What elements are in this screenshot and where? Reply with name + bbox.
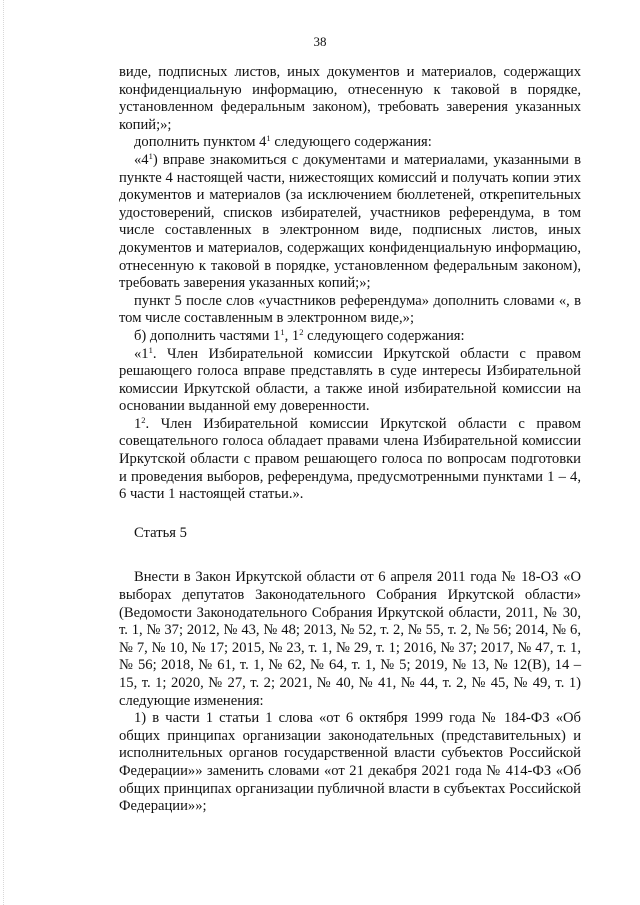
paragraph-part-1-2: $1^2$. Член Избирательной комиссии Иркутской области с правом совещательного голоса обладает правами члена Избирательной комиссии Иркутской области с правом решающего голоса по вопросам подготовки и проведения выборов, референдума, предусмотренными пунктами 1 – 4, 6 части 1 настоящей статьи.».: [119, 414, 581, 503]
page-number: 38: [313, 34, 327, 49]
paragraph-item-4-1: «$4^1$) вправе знакомиться с документами и материалами, указанными в пункте 4 настоящей части, нижестоящих комиссий и получать копии этих документов и материалов (за исключением бюллетеней, открепительных удостоверений, списков избирателей, участников референдума, в том числе составленных в электронном виде, подписных листов, иных документов и материалов, содержащих конфиденциальную информацию, отнесенную к таковой в порядке, установленном федеральным законом), требовать заверения указанных копий;»;: [119, 150, 581, 292]
paragraph-add-parts: б) дополнить частями $1^1$, $1^2$ следующего содержания:: [134, 326, 465, 344]
paragraph-add-item: дополнить пунктом $4^1$ следующего содержания:: [134, 133, 432, 151]
article-heading: Статья 5: [134, 524, 187, 541]
document-body: [119, 64, 581, 816]
paragraph-change-1: 1) в части 1 статьи 1 слова «от 6 октября 1999 года № 184-ФЗ «Об общих принципах организации законодательных (представительных) и исполнительных органов государственной власти субъектов Российской Федерации»» заменить словами «от 21 декабря 2021 года № 414-ФЗ «Об общих принципах организации публичной власти в субъектах Российской Федерации»»;: [119, 710, 581, 815]
paragraph-amend-law: Внести в Закон Иркутской области от 6 апреля 2011 года № 18-ОЗ «О выборах депутатов Законодательного Собрания Иркутской области» (Ведомости Законодательного Собрания Иркутской области, 2011, № 30, т. 1, № 37; 2012, № 43, № 48; 2013, № 52, т. 2, № 55, т. 2, № 56; 2014, № 6, № 7, № 10, № 17; 2015, № 23, т. 1, № 29, т. 1; 2016, № 37; 2017, № 47, т. 1, № 56; 2018, № 61, т. 1, № 62, № 64, т. 1, № 5; 2019, № 13, № 12(В), 14 – 15, т. 1; 2020, № 27, т. 2; 2021, № 40, № 41, № 44, т. 2, № 45, № 49, т. 1) следующие изменения:: [119, 569, 581, 709]
paragraph-continuation: виде, подписных листов, иных документов и материалов, содержащих конфиденциальную информацию, отнесенную к таковой в порядке, установленном федеральным законом), требовать заверения указанных копий;»;: [119, 64, 581, 133]
paragraph-item-5: пункт 5 после слов «участников референдума» дополнить словами «, в том числе составленным в электронном виде,»;: [119, 292, 581, 327]
paragraph-part-1-1: «$1^1$. Член Избирательной комиссии Иркутской области с правом решающего голоса вправе представлять в суде интересы Избирательной комиссии Иркутской области, а также иной избирательной комиссии на основании выданной ему доверенности.: [119, 344, 581, 415]
scan-margin-marks: [3, 0, 5, 905]
